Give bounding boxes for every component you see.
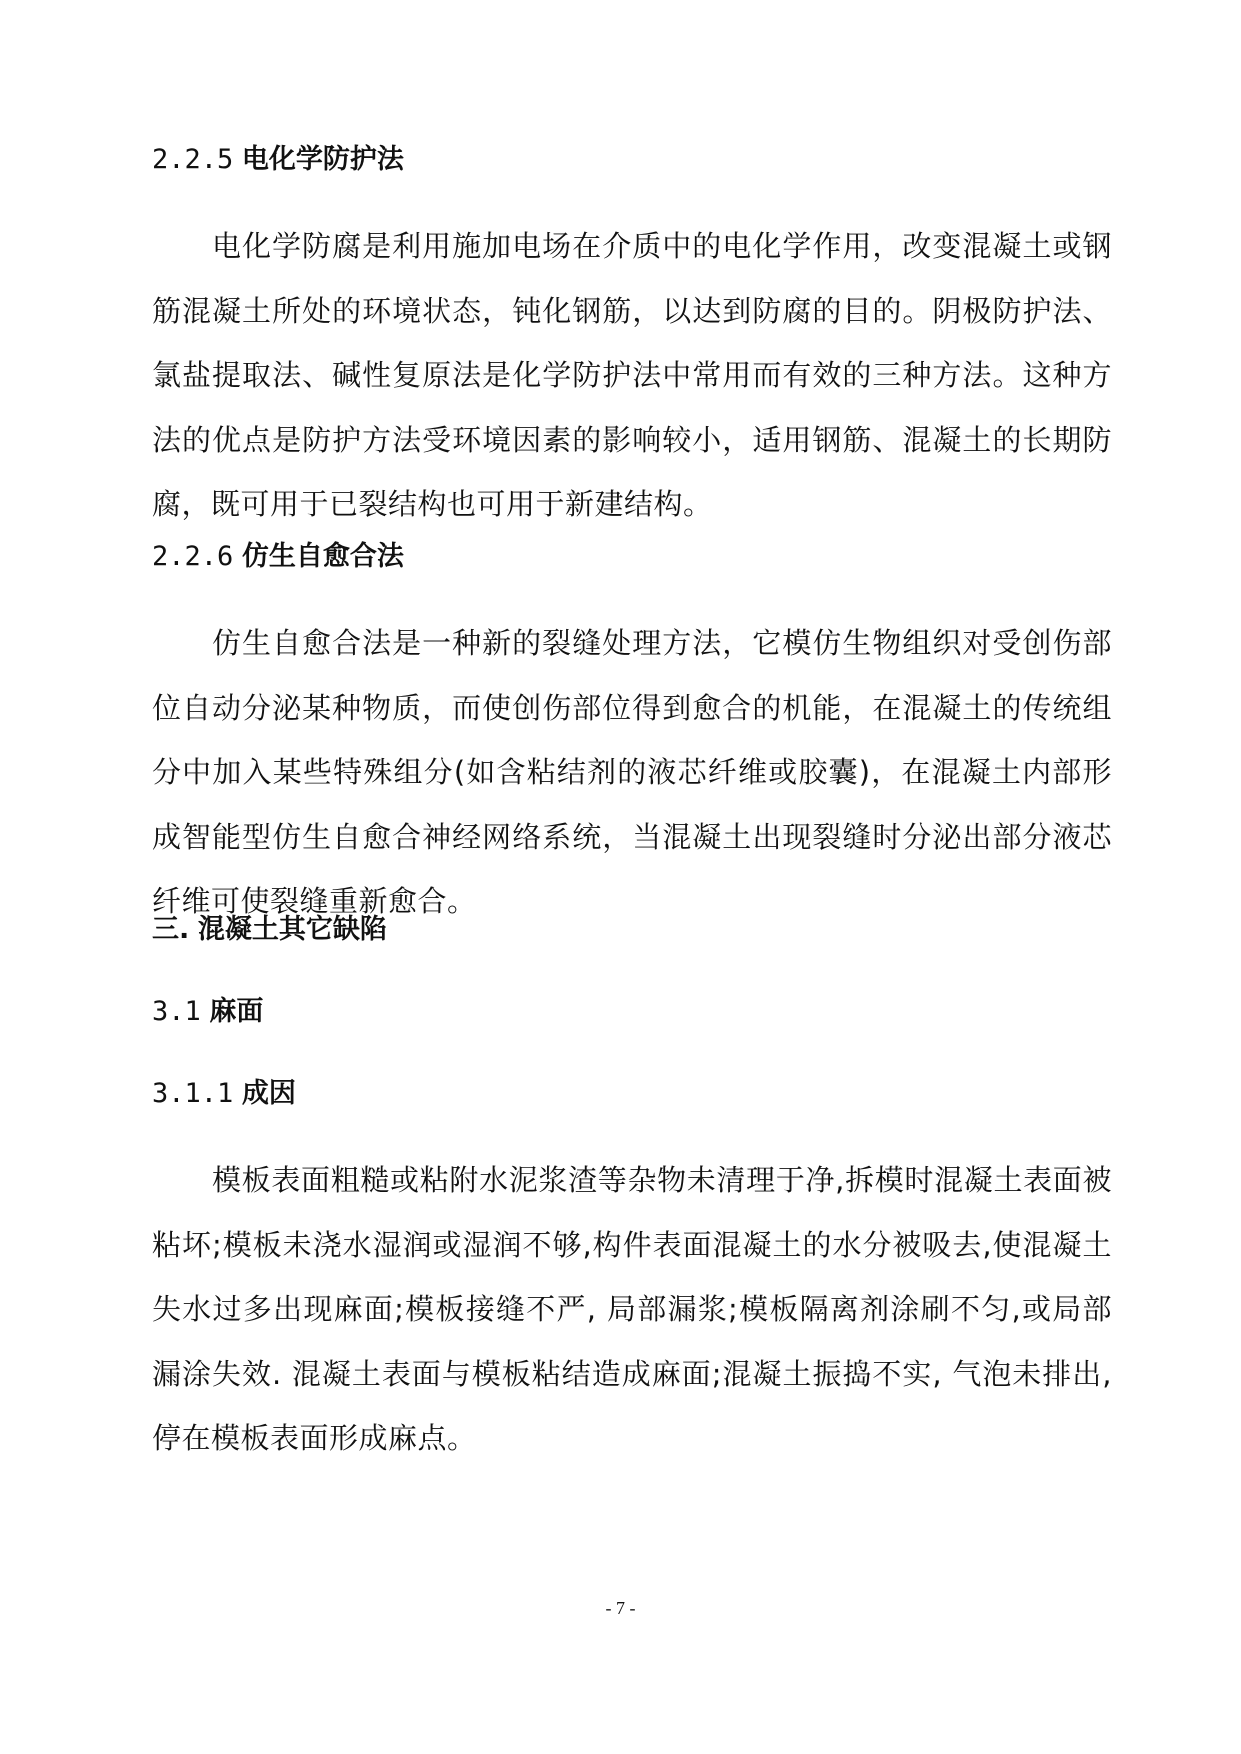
section-title: 混凝土其它缺陷 (197, 914, 387, 945)
paragraph-biomimetic-self-healing: 仿生自愈合法是一种新的裂缝处理方法，它模仿生物组织对受创伤部位自动分泌某种物质，而使创伤部位得到愈合的机能，在混凝土的传统组分中加入某些特殊组分(如含粘结剂的液芯纤维或胶囊)，在混凝土内部形成智能型仿生自愈合神经网络系统，当混凝土出现裂缝时分泌出部分液芯纤维可使裂缝重新愈合。 (152, 626, 1112, 918)
page-number: - 7 - (605, 1598, 636, 1618)
section-heading-2-2-5 (152, 140, 404, 180)
chapter-heading-3 (152, 910, 387, 950)
paragraph-electrochemical-protection: 电化学防腐是利用施加电场在介质中的电化学作用，改变混凝土或钢筋混凝土所处的环境状态，钝化钢筋，以达到防腐的目的。阴极防护法、氯盐提取法、碱性复原法是化学防护法中常用而有效的三种方法。这种方法的优点是防护方法受环境因素的影响较小，适用钢筋、混凝土的长期防腐，既可用于已裂结构也可用于新建结构。 (152, 229, 1112, 521)
section-number: 3.1.1 (152, 1078, 234, 1109)
section-title: 电化学防护法 (241, 144, 404, 175)
section-heading-3-1 (152, 992, 263, 1032)
section-number: 3.1 (152, 996, 201, 1027)
section-heading-2-2-6 (152, 537, 404, 577)
section-title: 麻面 (209, 996, 264, 1027)
section-number: 2.2.6 (152, 541, 234, 572)
section-title: 仿生自愈合法 (241, 541, 404, 572)
paragraph-causes: 模板表面粗糙或粘附水泥浆渣等杂物未清理于净,拆模时混凝土表面被粘坏;模板未浇水湿润或湿润不够,构件表面混凝土的水分被吸去,使混凝土失水过多出现麻面;模板接缝不严, 局部漏浆;模板隔离剂涂刷不匀,或局部漏涂失效. 混凝土表面与模板粘结造成麻面;混凝土振捣不实, 气泡未排出,停在模板表面形成麻点。 (152, 1163, 1112, 1455)
section-heading-3-1-1 (152, 1074, 296, 1114)
section-number: 2.2.5 (152, 144, 234, 175)
section-title: 成因 (241, 1078, 296, 1109)
section-number: 三. (152, 914, 190, 945)
